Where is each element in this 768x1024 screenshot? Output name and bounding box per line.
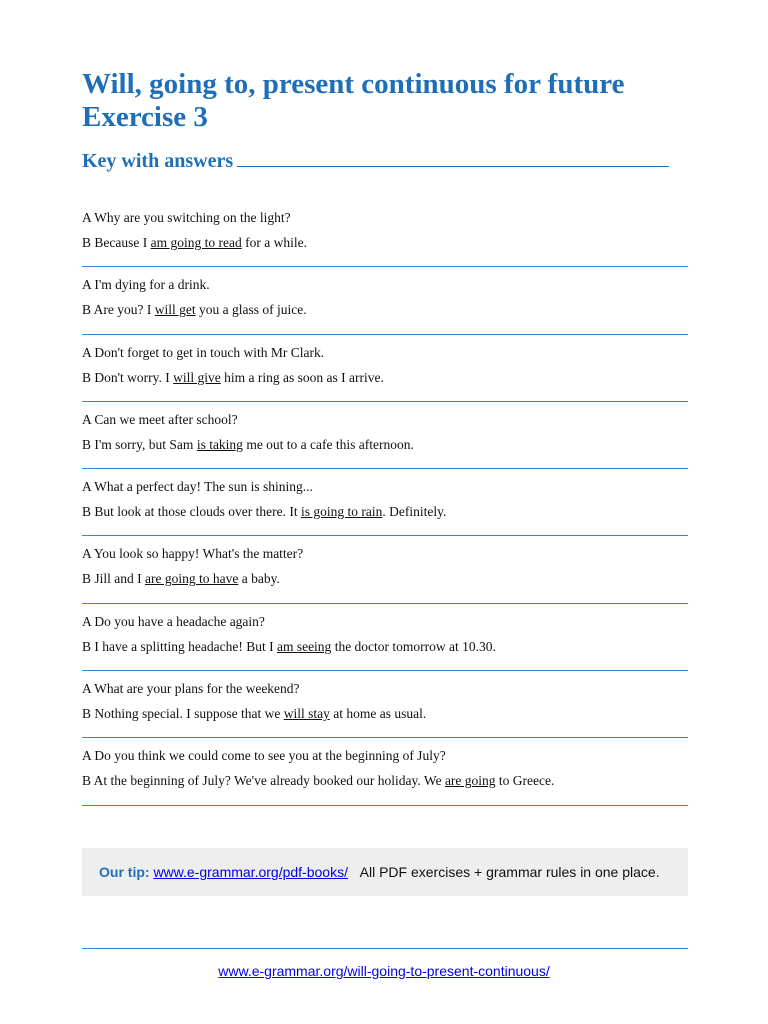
title-line-2: Exercise 3 <box>82 101 208 133</box>
answer-prefix: B Jill and I <box>82 571 145 587</box>
question-line: A Can we meet after school? <box>82 411 238 427</box>
title-line-1: Will, going to, present continuous for future <box>82 68 625 100</box>
question-line: A What a perfect day! The sun is shining... <box>82 479 313 495</box>
answer-prefix: B I have a splitting headache! But I <box>82 638 277 654</box>
answer-suffix: to Greece. <box>495 773 555 789</box>
exercise-item <box>82 402 688 469</box>
answer-suffix: the doctor tomorrow at 10.30. <box>331 638 496 654</box>
answer-prefix: B At the beginning of July? We've already booked our holiday. We <box>82 773 445 789</box>
answer-prefix: B I'm sorry, but Sam <box>82 436 197 452</box>
answer-prefix: B Because I <box>82 235 151 250</box>
answer-line <box>82 297 688 322</box>
answer-line <box>82 499 688 524</box>
question-line: A What are your plans for the weekend? <box>82 681 300 697</box>
answer-prefix: B But look at those clouds over there. It <box>82 504 301 520</box>
tip-text-content: All PDF exercises + grammar rules in one place. <box>359 864 660 880</box>
subtitle-underline <box>237 152 669 167</box>
footer-divider <box>82 948 688 949</box>
exercise-item <box>82 604 688 671</box>
question-line: A You look so happy! What's the matter? <box>82 546 304 562</box>
question-line: A Do you think we could come to see you at the beginning of July? <box>82 748 446 764</box>
answer-line <box>82 701 688 726</box>
answer-key: am going to read <box>150 235 242 250</box>
exercise-item <box>82 469 688 536</box>
exercise-item <box>82 671 688 738</box>
question-line: A Do you have a headache again? <box>82 613 265 629</box>
page-subtitle <box>82 150 669 173</box>
question-line: A Why are you switching on the light? <box>82 210 291 225</box>
tip-label: Our tip: <box>99 864 150 880</box>
answer-suffix: at home as usual. <box>329 706 427 722</box>
answer-line <box>82 768 688 793</box>
tip-text <box>352 864 660 880</box>
answer-key: am seeing <box>276 638 332 654</box>
answer-line <box>82 432 688 457</box>
exercise-item <box>82 536 688 603</box>
answer-suffix: a baby. <box>238 571 280 587</box>
answer-key: are going to have <box>145 571 239 587</box>
answer-key: are going <box>444 773 496 789</box>
answer-line <box>82 634 688 659</box>
subtitle-text: Key with answers <box>82 150 234 172</box>
exercise-item <box>82 200 688 267</box>
tip-link[interactable]: www.e-grammar.org/pdf-books/ <box>153 864 348 880</box>
answer-key: will give <box>173 369 221 385</box>
exercise-item <box>82 335 688 402</box>
exercise-list <box>82 200 688 806</box>
question-line: A Don't forget to get in touch with Mr Clark. <box>82 344 325 360</box>
answer-line <box>82 230 688 255</box>
answer-key: will stay <box>283 706 330 722</box>
answer-line <box>82 365 688 390</box>
exercise-item <box>82 738 688 805</box>
answer-key: will get <box>154 302 196 318</box>
answer-line <box>82 566 688 591</box>
tip-box <box>82 848 688 896</box>
answer-prefix: B Are you? I <box>82 302 155 318</box>
page-title <box>82 68 624 134</box>
answer-prefix: B Nothing special. I suppose that we <box>82 706 284 722</box>
exercise-item <box>82 267 688 334</box>
footer-link[interactable]: www.e-grammar.org/will-going-to-present-continuous/ <box>218 963 550 979</box>
answer-suffix: you a glass of juice. <box>195 302 307 318</box>
answer-key: is taking <box>196 436 243 452</box>
question-line: A I'm dying for a drink. <box>82 277 210 293</box>
answer-suffix: him a ring as soon as I arrive. <box>220 369 384 385</box>
footer <box>0 963 768 981</box>
answer-suffix: me out to a cafe this afternoon. <box>242 436 414 452</box>
answer-key: is going to rain <box>300 504 383 520</box>
answer-suffix: for a while. <box>241 235 307 250</box>
answer-suffix: . Definitely. <box>382 504 447 520</box>
answer-prefix: B Don't worry. I <box>82 369 174 385</box>
